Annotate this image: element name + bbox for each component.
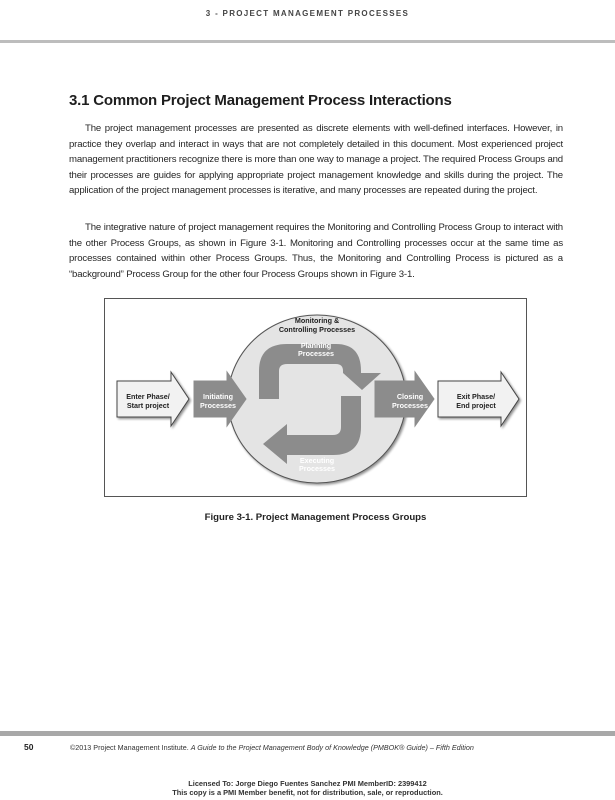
copyright-line [70,743,590,752]
running-head: 3 - PROJECT MANAGEMENT PROCESSES [205,9,410,18]
footer-rule [0,731,615,736]
license-line-2: This copy is a PMI Member benefit, not for distribution, sale, or reproduction. [172,788,443,797]
monitoring-label-2: Controlling Processes [278,325,356,334]
monitoring-label-1: Monitoring & [294,316,340,325]
planning-label-1: Planning [300,341,332,350]
process-groups-diagram [105,299,528,498]
header-rule [0,40,615,43]
figure-3-1 [104,298,527,497]
closing-label-1: Closing [396,392,424,401]
book-title: A Guide to the Project Management Body of Knowledge (PMBOK® Guide) – Fifth Edition [190,743,474,752]
copyright-prefix: ©2013 Project Management Institute. [70,743,191,752]
paragraph-1: The project management processes are presented as discrete elements with well-defined interfaces. However, in practice they overlap and interact in ways that are not completely detailed in this document. Most experienced project management practitioners recognize there is more than one way to manage a project. The required Process Groups and their processes are guides for applying appropriate project management knowledge and skills during the project. The application of the project management processes is iterative, and many processes are repeated during the project. [69,123,563,196]
executing-label-1: Executing [299,456,335,465]
license-line-1: Licensed To: Jorge Diego Fuentes Sanchez PMI MemberID: 2399412 [188,779,427,788]
executing-label-2: Processes [299,464,335,473]
enter-phase-label-1: Enter Phase/ [126,392,170,401]
figure-caption: Figure 3-1. Project Management Process Groups [204,512,427,523]
section-title: 3.1 Common Project Management Process Interactions [69,92,452,109]
exit-phase-label-2: End project [456,401,496,410]
initiating-label-2: Processes [200,401,236,410]
initiating-label-1: Initiating [203,392,233,401]
enter-phase-label-2: Start project [126,401,170,410]
paragraph-2: The integrative nature of project management requires the Monitoring and Controlling Process Group to interact with the other Process Groups, as shown in Figure 3-1. Monitoring and Controlling processes occur at the same time as processes contained within other Process Groups. Thus, the Monitoring and Controlling Process is pictured as a “background” Process Group for the other four Process Groups shown in Figure 3-1. [69,222,563,280]
closing-label-2: Processes [392,401,428,410]
exit-phase-label-1: Exit Phase/ [456,392,496,401]
planning-label-2: Processes [298,349,334,358]
page-number: 50 [24,742,34,752]
